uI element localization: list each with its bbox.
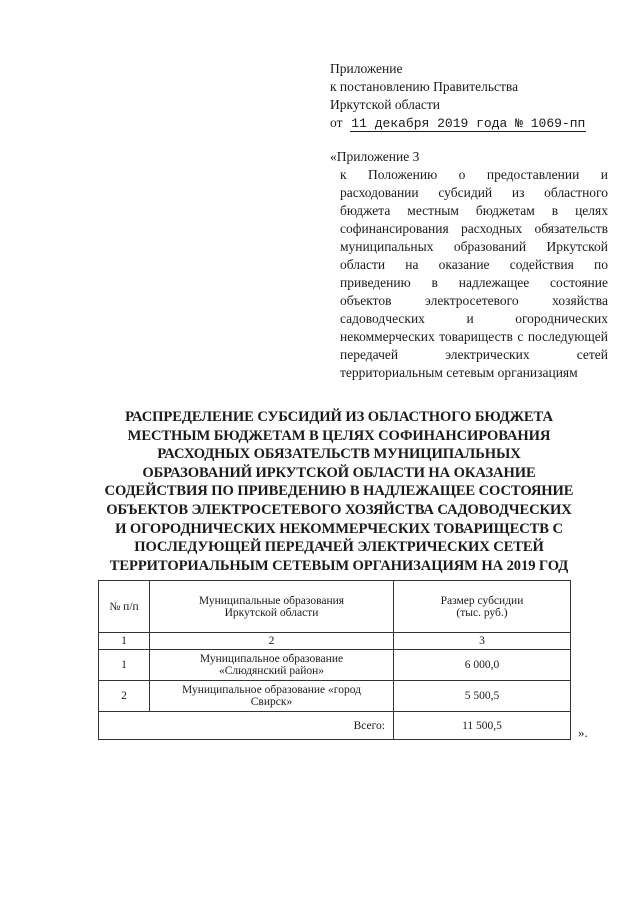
title-line-9: ТЕРРИТОРИАЛЬНЫМ СЕТЕВЫМ ОРГАНИЗАЦИЯМ НА 2019 ГОД <box>109 557 569 574</box>
row-number: 2 <box>99 681 150 712</box>
column-number: 2 <box>150 633 394 650</box>
header-municipality-line-2: Иркутской области <box>224 606 319 619</box>
approval-date-line <box>330 114 610 133</box>
appendix-body: к Положению о предоставлении и расходовании субсидий из областного бюджета местным бюджетам в целях софинансирования расходных обязательств муниципальных образований Иркутской области на оказание содействия по приведению в надлежащее состояние объектов электросетевого хозяйства садоводческих и огороднических некоммерческих товариществ с последующей передачей электрических сетей территориальным сетевым организациям <box>340 167 608 380</box>
header-municipality <box>150 581 394 633</box>
approval-line-2: к постановлению Правительства <box>330 79 519 94</box>
row-municipality-line-2: Свирск» <box>250 696 293 708</box>
table-total-row <box>99 712 571 740</box>
closing-quote: ». <box>578 725 588 740</box>
title-line-2: МЕСТНЫМ БЮДЖЕТАМ В ЦЕЛЯХ СОФИНАНСИРОВАНИЯ <box>127 427 551 444</box>
table-row <box>99 650 571 681</box>
approval-line-1: Приложение <box>330 61 403 76</box>
appendix-heading: «Приложение 3 <box>330 149 420 164</box>
row-municipality <box>150 650 394 681</box>
total-amount: 11 500,5 <box>394 712 571 740</box>
row-municipality-line-1: Муниципальное образование <box>199 653 344 665</box>
title-line-3: РАСХОДНЫХ ОБЯЗАТЕЛЬСТВ МУНИЦИПАЛЬНЫХ <box>157 446 521 463</box>
title-line-4: ОБРАЗОВАНИЙ ИРКУТСКОЙ ОБЛАСТИ НА ОКАЗАНИЕ <box>142 464 536 481</box>
row-municipality-line-2: «Слюдянский район» <box>219 665 324 677</box>
header-municipality-line-1: Муниципальные образования <box>198 594 345 607</box>
header-amount <box>394 581 571 633</box>
total-label: Всего: <box>99 712 394 740</box>
column-number-row <box>99 633 571 650</box>
document-title <box>100 408 578 575</box>
row-municipality <box>150 681 394 712</box>
approval-date-value: 11 декабря 2019 года № 1069-пп <box>351 116 586 131</box>
appendix-block <box>330 148 608 382</box>
row-amount: 5 500,5 <box>394 681 571 712</box>
title-line-6: ОБЪЕКТОВ ЭЛЕКТРОСЕТЕВОГО ХОЗЯЙСТВА САДОВОДЧЕСКИХ <box>106 501 572 518</box>
approval-date-prefix: от <box>330 115 343 130</box>
title-line-5: СОДЕЙСТВИЯ ПО ПРИВЕДЕНИЮ В НАДЛЕЖАЩЕЕ СОСТОЯНИЕ <box>104 483 574 500</box>
approval-block <box>330 60 610 133</box>
header-amount-line-1: Размер субсидии <box>440 594 524 607</box>
header-amount-line-2: (тыс. руб.) <box>456 606 508 619</box>
table-header-row <box>99 581 571 633</box>
column-number: 1 <box>99 633 150 650</box>
title-line-8: ПОСЛЕДУЮЩЕЙ ПЕРЕДАЧЕЙ ЭЛЕКТРИЧЕСКИХ СЕТЕЙ <box>134 539 544 556</box>
distribution-table <box>98 580 571 740</box>
header-number: № п/п <box>99 581 150 633</box>
title-line-7: И ОГОРОДНИЧЕСКИХ НЕКОММЕРЧЕСКИХ ТОВАРИЩЕСТВ С <box>115 520 563 537</box>
column-number: 3 <box>394 633 571 650</box>
row-municipality-line-1: Муниципальное образование «город <box>182 684 361 696</box>
approval-line-3: Иркутской области <box>330 97 441 112</box>
title-line-1: РАСПРЕДЕЛЕНИЕ СУБСИДИЙ ИЗ ОБЛАСТНОГО БЮДЖЕТА <box>125 409 553 425</box>
row-amount: 6 000,0 <box>394 650 571 681</box>
table-row <box>99 681 571 712</box>
row-number: 1 <box>99 650 150 681</box>
